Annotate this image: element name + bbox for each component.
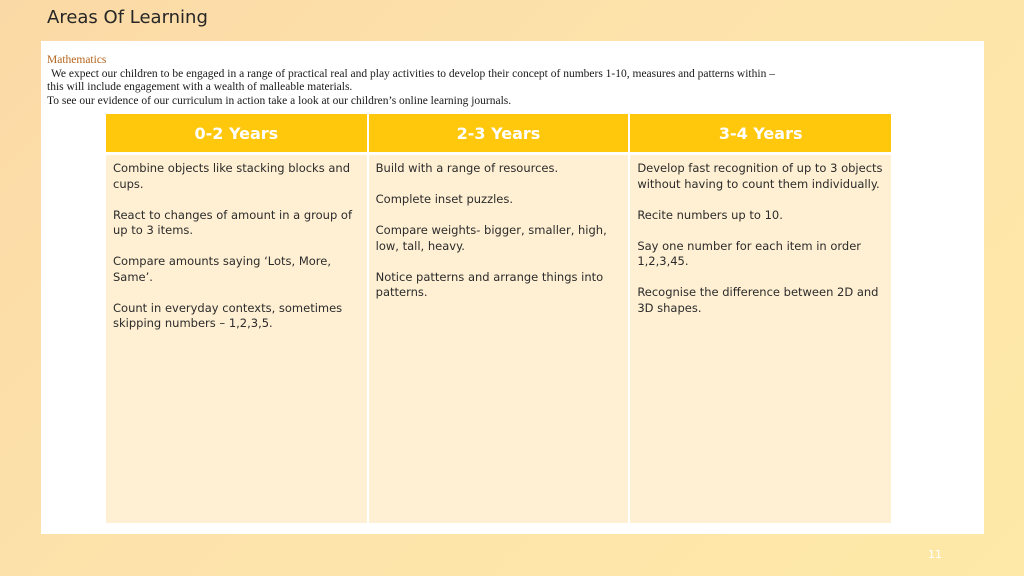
list-item: Recite numbers up to 10.	[637, 207, 783, 222]
list-item: Develop fast recognition of up to 3 objects without having to count them individually.	[637, 161, 883, 191]
intro-line-3: To see our evidence of our curriculum in action take a look at our children’s online learning journals.	[47, 94, 512, 107]
page-number: 11	[928, 548, 942, 561]
learning-table	[106, 114, 891, 523]
page-title: Areas Of Learning	[47, 7, 208, 28]
column-0-2-years	[106, 154, 368, 524]
list-item: Notice patterns and arrange things into patterns.	[375, 269, 604, 299]
list-item: Compare amounts saying ‘Lots, More, Same’.	[113, 254, 331, 284]
subject-heading: Mathematics	[47, 54, 107, 66]
list-item: React to changes of amount in a group of up to 3 items.	[113, 207, 353, 237]
list-item: Say one number for each item in order 1,2,3,45.	[637, 238, 862, 268]
intro-line-1: We expect our children to be engaged in a range of practical real and play activities to develop their concept of numbers 1-10, measures and patterns within –	[51, 67, 775, 80]
list-item: Build with a range of resources.	[375, 161, 559, 175]
list-item: Complete inset puzzles.	[375, 192, 514, 206]
list-item: Combine objects like stacking blocks and cups.	[113, 161, 351, 191]
column-3-4-years	[629, 154, 891, 524]
list-item: Count in everyday contexts, sometimes skipping numbers – 1,2,3,5.	[113, 300, 343, 330]
list-item: Recognise the difference between 2D and 3D shapes.	[637, 285, 879, 315]
header-0-2-years: 0-2 Years	[106, 114, 368, 154]
header-2-3-years: 2-3 Years	[368, 114, 630, 154]
list-item: Compare weights- bigger, smaller, high, low, tall, heavy.	[375, 223, 607, 253]
header-3-4-years: 3-4 Years	[629, 114, 891, 154]
intro-line-2: this will include engagement with a wealth of malleable materials.	[47, 81, 353, 93]
column-2-3-years	[368, 154, 630, 524]
content-card	[41, 41, 984, 534]
intro-text	[47, 54, 967, 108]
table-header-row	[106, 114, 891, 154]
table-row	[106, 154, 891, 524]
